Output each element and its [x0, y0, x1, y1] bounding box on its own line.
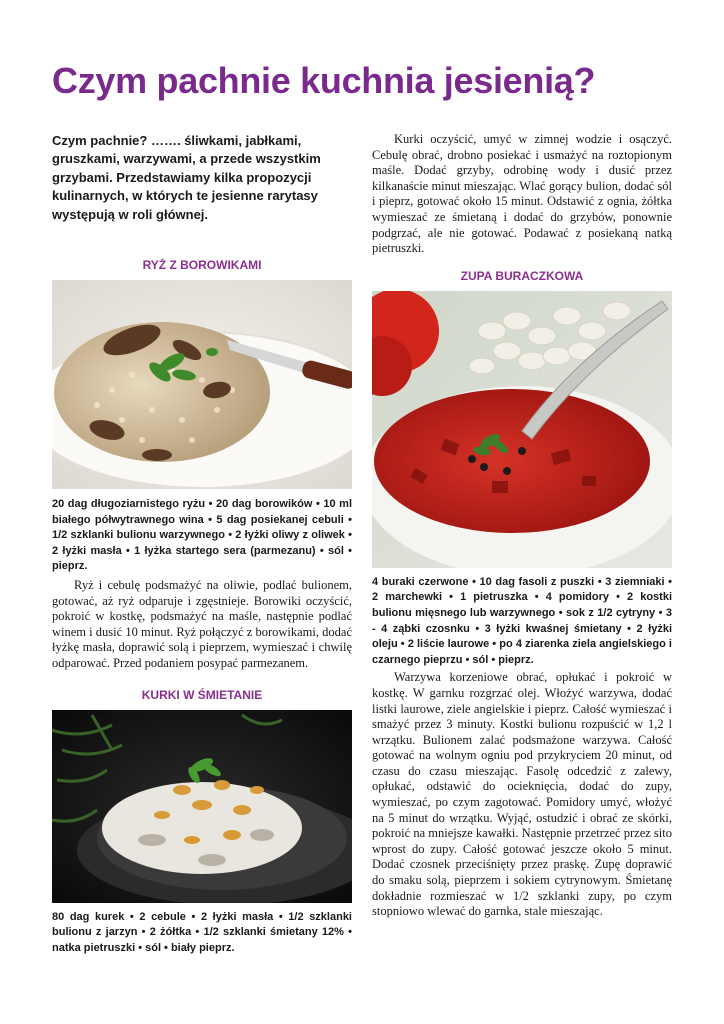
ingredients-chanterelles: 80 dag kurek • 2 cebule • 2 łyżki masła • 1/2 szklanki bulionu z jarzyn • 2 żółtka • 1/2 szklanki śmietany 12% • natka pietruszki • sól • biały pieprz.: [52, 910, 352, 954]
instructions-chanterelles: Kurki oczyścić, umyć w zimnej wodzie i osączyć. Cebulę obrać, drobno posiekać i usmażyć na roztopionym maśle. Dodać grzyby, odrobinę wody i dusić przez kilkanaście minut mieszając. Wlać gorący bulion, dodać sól i pieprz, gotować około 15 minut. Odstawić z ognia, żółtka wymieszać ze śmietaną i dodać do grzybów, ponownie podgrzać, ale nie gotować. Podawać z posiekaną natką pietruszki.: [372, 132, 672, 256]
instructions-risotto: Ryż i cebulę podsmażyć na oliwie, podlać bulionem, gotować, aż ryż odparuje i zgęstnieje. Borowiki oczyścić, pokroić w kostkę, podsmażyć na maśle, następnie podlać winem i dusić 10 minut. Ryż połączyć z borowikami, dodać łyżkę masła, doprawić solą i pieprzem, wymieszać i chwilę odparować. Przed podaniem posypać parmezanem.: [52, 578, 352, 670]
page-title: Czym pachnie kuchnia jesienią?: [52, 60, 596, 101]
left-column: [52, 132, 352, 956]
instructions-borscht: Warzywa korzeniowe obrać, opłukać i pokroić w kostkę. W garnku rozgrzać olej. Włożyć warzywa, dodać listki laurowe, ziele angielskie i pieprz. Całość wymieszać i smażyć przez 3 minuty. Kostki bulionu rozpuścić w 1,2 l wrzątku. Bulionem zalać podsmażone warzywa. Całość gotować na wolnym ogniu pod przykryciem 20 minut, od czasu do czasu mieszając. Fasolę odcedzić z zalewy, opłukać, odstawić do ocieknięcia, dodać do zupy, wymieszać, po czym zagotować. Pomidory umyć, włożyć na 5 minut do wrzątku. Wyjąć, ostudzić i obrać ze skórki, pokroić na mniejsze kawałki. Następnie przetrzeć przez sito wprost do zupy. Całość gotować jeszcze około 5 minut. Dodać czosnek przeciśnięty przez praskę. Zupę doprawić do smaku solą, pieprzem i sokiem cytrynowym. Śmietanę dokładnie rozmieszać w 1/2 szklanki zupy, po czym stopniowo wlewać do garnka, stale mieszając.: [372, 670, 672, 919]
risotto-photo: [52, 280, 352, 489]
lead-paragraph: Czym pachnie? ……. śliwkami, jabłkami, gruszkami, warzywami, a przede wszystkim grzybami. Przedstawiamy kilka propozycji kulinarnych, w których te jesienne rarytasy występują w roli głównej.: [52, 133, 321, 222]
borscht-photo: [372, 291, 672, 568]
ingredients-risotto: 20 dag długoziarnistego ryżu • 20 dag borowików • 10 ml białego półwytrawnego wina • 5 dag posiekanej cebuli • 1/2 szklanki bulionu warzywnego • 2 łyżki oliwy z oliwek • 2 łyżki masła • 1 łyżka startego sera (parmezanu) • sól • pieprz.: [52, 498, 352, 573]
ingredients-borscht: 4 buraki czerwone • 10 dag fasoli z puszki • 3 ziemniaki • 2 marchewki • 1 pietruszka • 4 pomidory • 2 kostki bulionu mięsnego lub warzywnego • sok z 1/2 cytryny • 3 - 4 ząbki czosnku • 3 łyżki kwaśnej śmietany • 2 łyżki oleju • 2 liście laurowe • po 4 ziarenka ziela angielskiego i czarnego pieprzu • sól • pieprz.: [372, 575, 672, 666]
right-column: [372, 132, 672, 920]
recipe-heading-risotto: RYŻ Z BOROWIKAMI: [142, 258, 262, 273]
recipe-heading-chanterelles: KURKI W ŚMIETANIE: [141, 687, 263, 702]
chanterelles-photo: [52, 710, 352, 903]
recipe-heading-borscht: ZUPA BURACZKOWA: [460, 268, 584, 283]
